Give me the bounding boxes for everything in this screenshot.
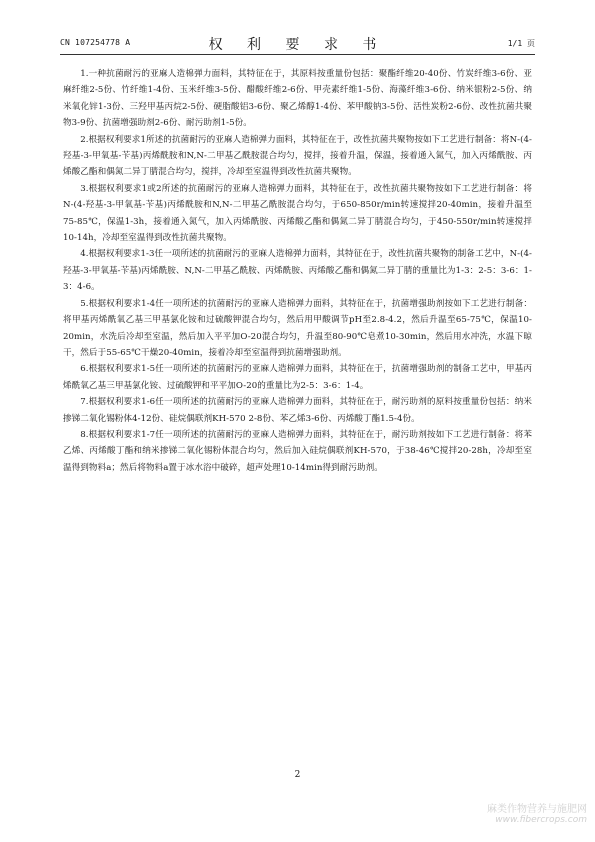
claim-1: 1.一种抗菌耐污的亚麻人造棉弹力面料，其特征在于，其原料按重量份包括：聚酯纤维20-40份、竹炭纤维3-6份、亚麻纤维2-5份、竹纤维1-4份、玉米纤维3-5份、醋酸纤维2-6份、甲壳素纤维1-5份、海藻纤维3-6份、纳米银粉2-5份、纳米氧化锌1-3份、三羟甲基丙烷2-5份、硬脂酸铝3-6份、聚乙烯醇1-4份、苯甲酸钠3-5份、活性炭粉2-6份、改性抗菌共聚物3-9份、抗菌增强助剂2-6份、耐污助剂1-5份。 bbox=[63, 69, 532, 129]
claim-6: 6.根据权利要求1-5任一项所述的抗菌耐污的亚麻人造棉弹力面料，其特征在于，抗菌增强助剂的制备工艺中，甲基丙烯酰氧乙基三甲基氯化铵、过硫酸钾和平平加O-20的重量比为2-5：3-6：1-4。 bbox=[63, 364, 532, 391]
claim-2: 2.根据权利要求1所述的抗菌耐污的亚麻人造棉弹力面料，其特征在于，改性抗菌共聚物按如下工艺进行制备：将N-(4-羟基-3-甲氧基-苄基)丙烯酰胺和N,N-二甲基乙酰胺混合均匀，搅拌，接着升温，保温，接着通入氮气，加入丙烯酰胺、丙烯酸乙酯和偶氮二异丁腈混合均匀，搅拌，冷却至室温得到改性抗菌共聚物。 bbox=[63, 134, 532, 178]
site-watermark bbox=[487, 800, 587, 825]
page-indicator: 1/1 页 bbox=[507, 39, 535, 48]
claim-4: 4.根据权利要求1-3任一项所述的抗菌耐污的亚麻人造棉弹力面料，其特征在于，改性抗菌共聚物的制备工艺中，N-(4-羟基-3-甲氧基-苄基)丙烯酰胺、N,N-二甲基乙酰胺、丙烯酰胺、丙烯酸乙酯和偶氮二异丁腈的重量比为1-3：2-5：3-6：1-3：4-6。 bbox=[63, 249, 532, 293]
claim-3: 3.根据权利要求1或2所述的抗菌耐污的亚麻人造棉弹力面料，其特征在于，改性抗菌共聚物按如下工艺进行制备：将N-(4-羟基-3-甲氧基-苄基)丙烯酰胺和N,N-二甲基乙酰胺混合均匀，于650-850r/min转速搅拌20-40min，接着升温至75-85℃，保温1-3h，接着通入氮气，加入丙烯酰胺、丙烯酸乙酯和偶氮二异丁腈混合均匀，于450-550r/min转速搅拌10-14h，冷却至室温得到改性抗菌共聚物。 bbox=[63, 183, 532, 244]
watermark-url: www.fibercrops.com bbox=[495, 815, 587, 825]
claims-body bbox=[63, 66, 532, 476]
page-number: 2 bbox=[294, 770, 301, 780]
publication-number: CN 107254778 A bbox=[60, 38, 131, 47]
claim-8: 8.根据权利要求1-7任一项所述的抗菌耐污的亚麻人造棉弹力面料，其特征在于，耐污助剂按如下工艺进行制备：将苯乙烯、丙烯酸丁酯和纳米掺锑二氧化锡粉体混合均匀，然后加入硅烷偶联剂KH-570，于38-46℃搅拌20-28h，冷却至室温得到物料a；然后将物料a置于冰水浴中破碎，超声处理10-14min得到耐污助剂。 bbox=[63, 429, 532, 473]
claim-7: 7.根据权利要求1-6任一项所述的抗菌耐污的亚麻人造棉弹力面料，其特征在于，耐污助剂的原料按重量份包括：纳米掺锑二氧化锡粉体4-12份、硅烷偶联剂KH-570 2-8份、苯乙烯3-6份、丙烯酸丁酯1.5-4份。 bbox=[63, 397, 532, 424]
document-title: 权 利 要 求 书 bbox=[208, 37, 387, 53]
watermark-site-name: 麻类作物营养与施肥网 bbox=[487, 804, 587, 815]
claim-5: 5.根据权利要求1-4任一项所述的抗菌耐污的亚麻人造棉弹力面料，其特征在于，抗菌增强助剂按如下工艺进行制备：将甲基丙烯酰氧乙基三甲基氯化铵和过硫酸钾混合均匀，然后用甲酸调节pH至2.8-4.2，然后升温至65-75℃，保温10-20min，水洗后冷却至室温，然后加入平平加O-20混合均匀，升温至80-90℃皂煮10-30min，然后用水冲洗，水温下晾干，然后于55-65℃干燥20-40min，接着冷却至室温得到抗菌增强助剂。 bbox=[63, 298, 532, 358]
page-header bbox=[60, 34, 535, 55]
